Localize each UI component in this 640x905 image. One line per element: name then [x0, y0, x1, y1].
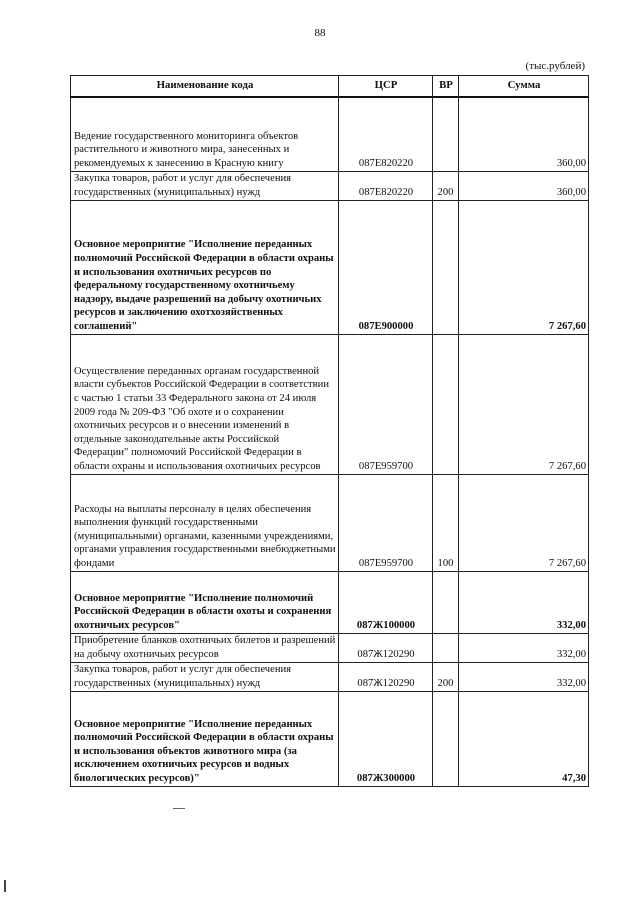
row-name: Основное мероприятие "Исполнение переданных полномочий Российской Федерации в области охраны и использования охотничьих ресурсов по федеральному государственному охотничьему надзору, выдаче разрешений на добычу охотничьих ресурсов и заключению охотхозяйственных соглашений" [71, 200, 339, 334]
row-vr [433, 97, 459, 171]
row-name: Ведение государственного мониторинга объектов растительного и животного мира, занесенных и рекомендуемых к занесению в Красную книгу [71, 97, 339, 171]
row-csr: 087Ж100000 [339, 571, 433, 633]
row-csr: 087E959700 [339, 474, 433, 571]
table-row [71, 662, 589, 691]
row-sum: 7 267,60 [459, 474, 589, 571]
row-sum: 7 267,60 [459, 200, 589, 334]
table-row [71, 97, 589, 171]
table-row [71, 474, 589, 571]
row-name: Осуществление переданных органам государственной власти субъектов Российской Федерации в соответствии с частью 1 статьи 33 Федерального закона от 24 июля 2009 года № 209-ФЗ "Об охоте и о сохранении охотничьих ресурсов и о внесении изменений в отдельные законодательные акты Российской Федерации" полномочий Российской Федерации в области охраны и использования охотничьих ресурсов [71, 334, 339, 474]
row-vr [433, 633, 459, 662]
row-csr: 087E959700 [339, 334, 433, 474]
row-vr [433, 571, 459, 633]
table-row [71, 171, 589, 200]
row-name: Закупка товаров, работ и услуг для обеспечения государственных (муниципальных) нужд [71, 171, 339, 200]
table-row [71, 633, 589, 662]
row-name: Расходы на выплаты персоналу в целях обеспечения выполнения функций государственными (муниципальными) органами, казенными учреждениями, органами управления государственными внебюджетными фондами [71, 474, 339, 571]
row-sum: 332,00 [459, 662, 589, 691]
row-vr [433, 691, 459, 786]
table-row [71, 571, 589, 633]
row-sum: 47,30 [459, 691, 589, 786]
row-vr: 200 [433, 662, 459, 691]
scan-margin-mark [4, 880, 6, 892]
row-vr: 100 [433, 474, 459, 571]
table-row [71, 691, 589, 786]
row-csr: 087Ж120290 [339, 662, 433, 691]
page-number: 88 [314, 27, 326, 39]
header-vr: ВР [433, 76, 459, 98]
budget-table [70, 75, 589, 787]
row-sum: 360,00 [459, 171, 589, 200]
row-vr: 200 [433, 171, 459, 200]
header-csr: ЦСР [339, 76, 433, 98]
row-csr: 087E820220 [339, 97, 433, 171]
row-vr [433, 334, 459, 474]
unit-label: (тыс.рублей) [525, 60, 585, 72]
row-name: Закупка товаров, работ и услуг для обеспечения государственных (муниципальных) нужд [71, 662, 339, 691]
row-sum: 7 267,60 [459, 334, 589, 474]
row-name: Приобретение бланков охотничьих билетов и разрешений на добычу охотничьих ресурсов [71, 633, 339, 662]
row-name: Основное мероприятие "Исполнение полномочий Российской Федерации в области охоты и сохранения охотничьих ресурсов" [71, 571, 339, 633]
row-name: Основное мероприятие "Исполнение переданных полномочий Российской Федерации в области охраны и использования объектов животного мира (за исключением охотничьих ресурсов и водных биологических ресурсов)" [71, 691, 339, 786]
scan-stray-mark [173, 808, 185, 809]
header-sum: Сумма [459, 76, 589, 98]
table-row [71, 334, 589, 474]
row-vr [433, 200, 459, 334]
row-csr: 087E820220 [339, 171, 433, 200]
row-sum: 332,00 [459, 633, 589, 662]
row-csr: 087Ж120290 [339, 633, 433, 662]
row-csr: 087E900000 [339, 200, 433, 334]
header-name: Наименование кода [71, 76, 339, 98]
row-sum: 332,00 [459, 571, 589, 633]
row-sum: 360,00 [459, 97, 589, 171]
table-header-row [71, 76, 589, 98]
table-row [71, 200, 589, 334]
row-csr: 087Ж300000 [339, 691, 433, 786]
